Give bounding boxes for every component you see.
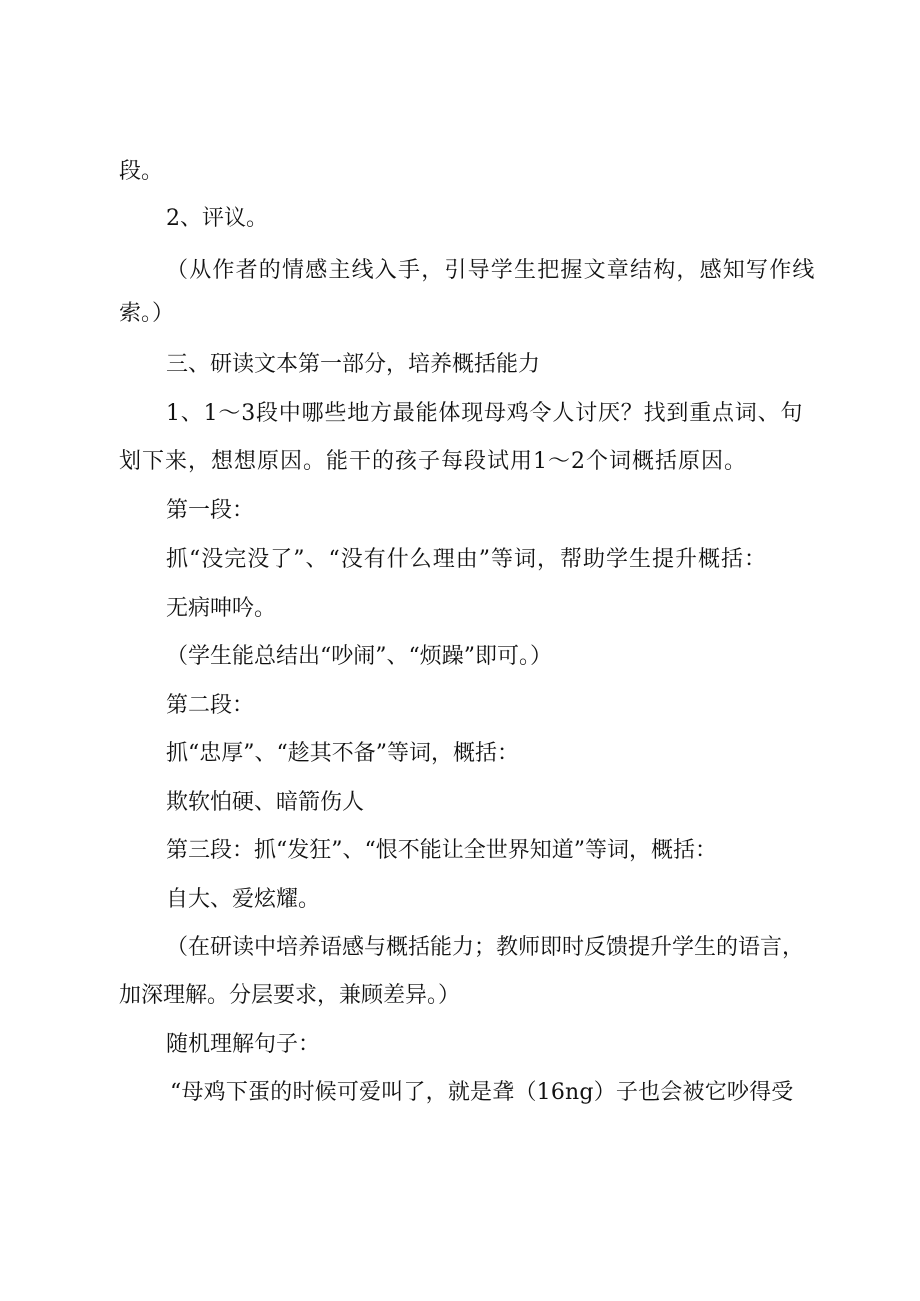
text-line-18: 加深理解。分层要求，兼顾差异。）	[119, 983, 461, 1008]
text-line-4: 索。）	[119, 301, 175, 326]
text-line-10: 无病呻吟。	[166, 596, 277, 621]
text-line-19: 随机理解句子：	[166, 1032, 321, 1057]
text-line-6: 1、1～3段中哪些地方最能体现母鸡令人讨厌？找到重点词、句	[166, 401, 804, 426]
text-line-3: （从作者的情感主线入手，引导学生把握文章结构，感知写作线	[166, 258, 816, 283]
text-line-13: 抓“忠厚”、“趁其不备”等词，概括：	[166, 741, 519, 766]
text-line-14: 欺软怕硬、暗箭伤人	[166, 790, 365, 815]
text-line-7: 划下来，想想原因。能干的孩子每段试用1～2个词概括原因。	[119, 449, 747, 474]
text-line-15: 第三段：抓“发狂”、“恨不能让全世界知道”等词，概括：	[166, 838, 717, 863]
text-line-9: 抓“没完没了”、“没有什么理由”等词，帮助学生提升概括：	[166, 547, 767, 572]
text-line-17: （在研读中培养语感与概括能力；教师即时反馈提升学生的语言，	[166, 935, 805, 960]
text-line-5: 三、研读文本第一部分，培养概括能力	[166, 352, 541, 377]
text-line-12: 第二段：	[166, 693, 255, 718]
text-line-2: 2、评议。	[166, 206, 268, 231]
text-line-11: （学生能总结出“吵闹”、“烦躁”即可。）	[166, 644, 552, 669]
text-line-16: 自大、爱炫耀。	[166, 887, 321, 912]
text-line-8: 第一段：	[166, 498, 255, 523]
text-line-1: 段。	[119, 159, 164, 184]
text-line-20: “母鸡下蛋的时候可爱叫了，就是聋（16ng）子也会被它吵得受	[170, 1080, 794, 1105]
